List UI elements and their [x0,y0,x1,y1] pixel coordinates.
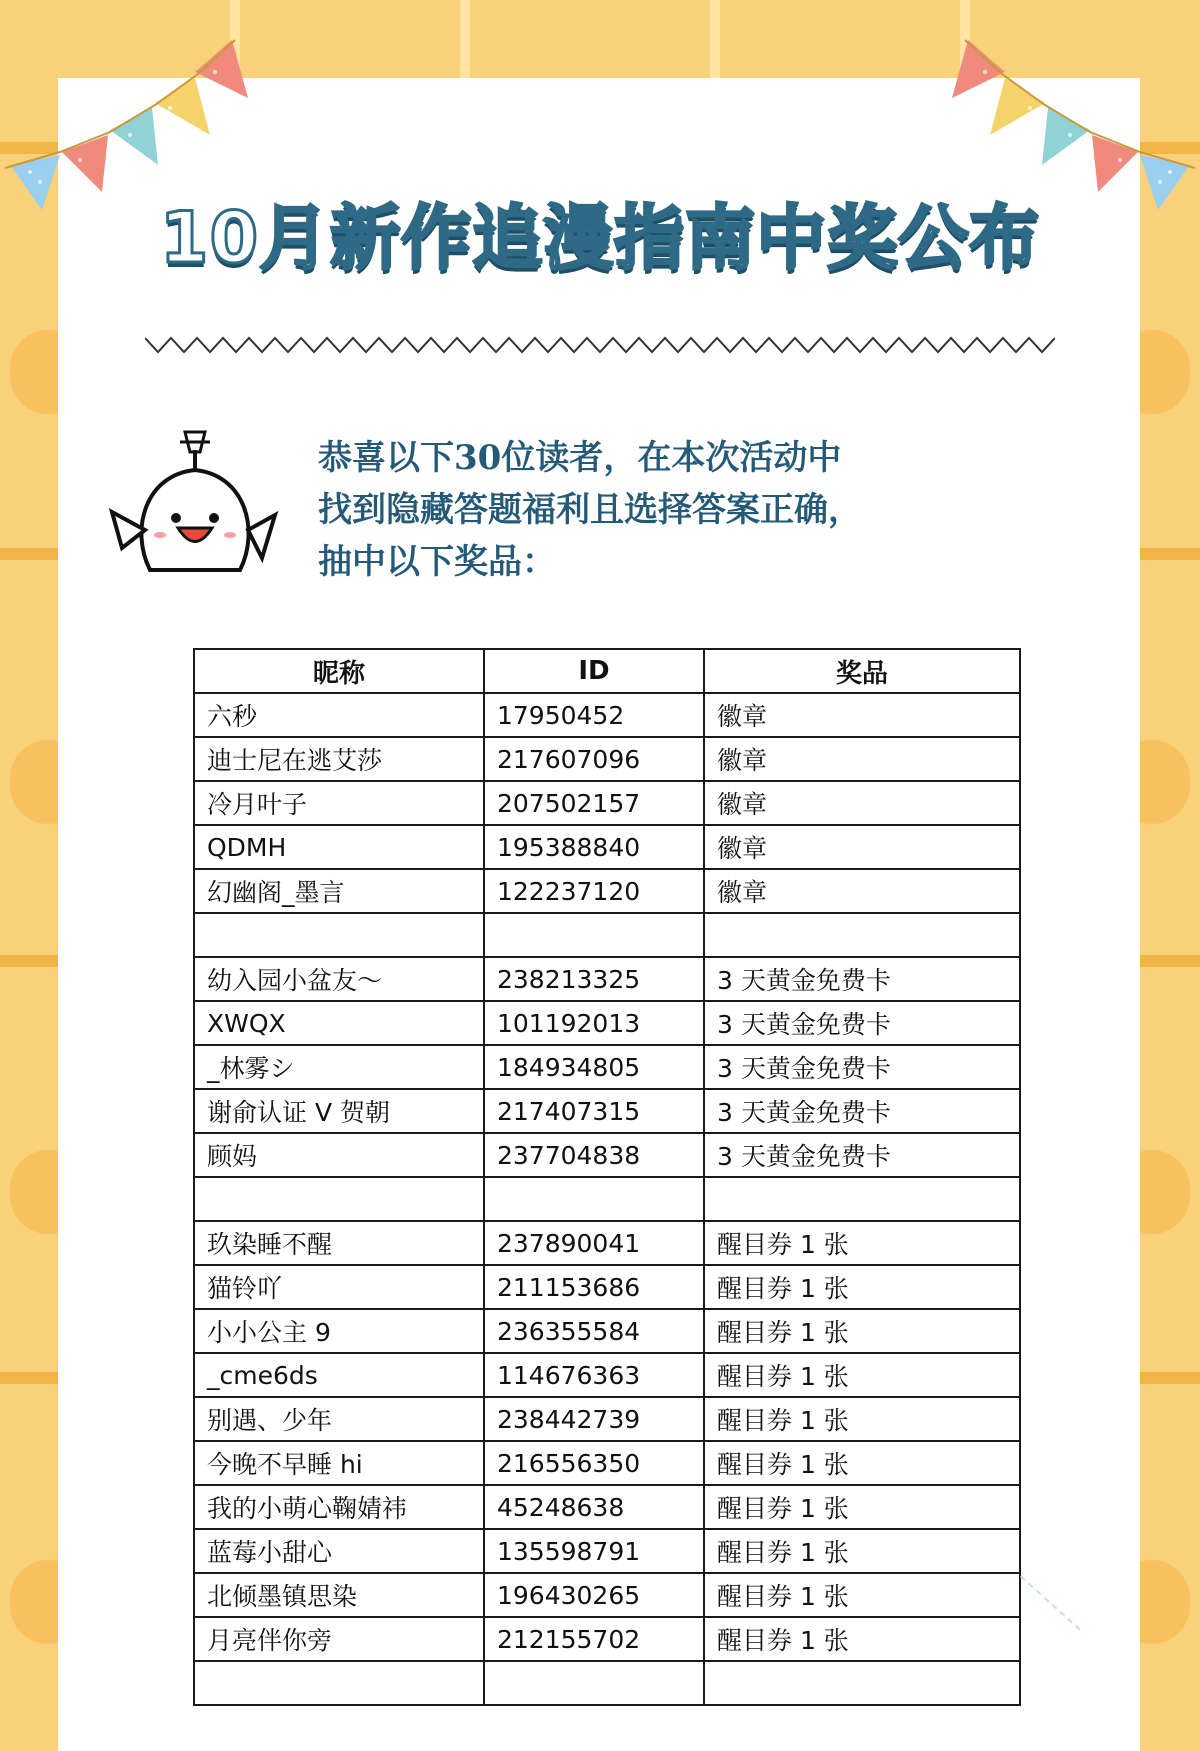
cell-nickname: QDMH [194,825,484,869]
table-header-row [194,649,1020,693]
cell-id: 238442739 [484,1397,704,1441]
winners-table [193,648,1021,1706]
table-row [194,1617,1020,1661]
zigzag-divider [145,330,1055,360]
cell-nickname: 蓝莓小甜心 [194,1529,484,1573]
cell-prize: 3 天黄金免费卡 [704,1045,1020,1089]
cell-nickname: 别遇、少年 [194,1397,484,1441]
cell-prize: 3 天黄金免费卡 [704,957,1020,1001]
cell-id: 237890041 [484,1221,704,1265]
cell-prize: 醒目券 1 张 [704,1529,1020,1573]
cell-nickname: 猫铃吖 [194,1265,484,1309]
cell-nickname: 幼入园小盆友～ [194,957,484,1001]
cell-id: 236355584 [484,1309,704,1353]
cell-nickname: 小小公主 9 [194,1309,484,1353]
cell-id: 207502157 [484,781,704,825]
cell-nickname: 北倾墨镇思染 [194,1573,484,1617]
cell-prize: 醒目券 1 张 [704,1309,1020,1353]
cell-prize: 醒目券 1 张 [704,1265,1020,1309]
cell-id: 17950452 [484,693,704,737]
cell-prize [704,1177,1020,1221]
cell-id: 122237120 [484,869,704,913]
cell-id: 217607096 [484,737,704,781]
intro-line-3: 抽中以下奖品： [318,542,556,582]
cell-nickname: XWQX [194,1001,484,1045]
table-row [194,1573,1020,1617]
cell-id: 237704838 [484,1133,704,1177]
cell-nickname [194,1661,484,1705]
table-row [194,1221,1020,1265]
table-row [194,1441,1020,1485]
intro-line-1: 恭喜以下30位读者，在本次活动中 [318,438,842,478]
cell-id: 135598791 [484,1529,704,1573]
cell-nickname: 顾妈 [194,1133,484,1177]
table-row [194,1661,1020,1705]
cell-nickname: 今晚不早睡 hi [194,1441,484,1485]
cell-id: 114676363 [484,1353,704,1397]
table-row [194,1265,1020,1309]
title-container [0,182,1200,283]
cell-id: 238213325 [484,957,704,1001]
intro-text [318,432,1038,588]
cell-prize: 3 天黄金免费卡 [704,1089,1020,1133]
table-row [194,869,1020,913]
top-stripe [720,0,970,78]
cell-prize: 醒目券 1 张 [704,1397,1020,1441]
cell-id: 216556350 [484,1441,704,1485]
table-row [194,1309,1020,1353]
cell-prize: 徽章 [704,781,1020,825]
table-row [194,957,1020,1001]
cell-id: 101192013 [484,1001,704,1045]
table-row [194,825,1020,869]
cell-prize: 徽章 [704,693,1020,737]
top-stripe [470,0,720,78]
cell-prize [704,1661,1020,1705]
cell-nickname: 谢俞认证 V 贺朝 [194,1089,484,1133]
intro-line-2: 找到隐藏答题福利且选择答案正确， [318,490,862,530]
cell-prize: 3 天黄金免费卡 [704,1001,1020,1045]
cell-id: 184934805 [484,1045,704,1089]
header-id: ID [484,649,704,693]
table-row [194,693,1020,737]
cell-id: 195388840 [484,825,704,869]
cell-id: 211153686 [484,1265,704,1309]
table-row [194,1353,1020,1397]
cell-prize: 醒目券 1 张 [704,1617,1020,1661]
table-row [194,737,1020,781]
table-row [194,1177,1020,1221]
header-prize: 奖品 [704,649,1020,693]
cell-prize: 醒目券 1 张 [704,1221,1020,1265]
cell-prize: 3 天黄金免费卡 [704,1133,1020,1177]
cell-prize [704,913,1020,957]
table-row [194,781,1020,825]
table-row [194,1001,1020,1045]
page-title: 10月新作追漫指南中奖公布 [159,197,1041,279]
cell-id [484,913,704,957]
cell-nickname: 月亮伴你旁 [194,1617,484,1661]
cell-id [484,1661,704,1705]
ghost-mascot-icon [100,420,290,590]
cell-nickname: 我的小萌心鞠婧祎 [194,1485,484,1529]
cell-nickname: 玖染睡不醒 [194,1221,484,1265]
cell-prize: 徽章 [704,869,1020,913]
top-stripe [240,0,470,78]
table-row [194,1133,1020,1177]
cell-nickname [194,1177,484,1221]
cell-nickname: 幻幽阁_墨言 [194,869,484,913]
cell-prize: 醒目券 1 张 [704,1485,1020,1529]
cell-prize: 醒目券 1 张 [704,1353,1020,1397]
cell-id: 45248638 [484,1485,704,1529]
header-nickname: 昵称 [194,649,484,693]
cell-prize: 徽章 [704,825,1020,869]
cell-prize: 徽章 [704,737,1020,781]
cell-nickname: 冷月叶子 [194,781,484,825]
cell-id: 217407315 [484,1089,704,1133]
cell-nickname: _cme6ds [194,1353,484,1397]
table-row [194,1529,1020,1573]
cell-prize: 醒目券 1 张 [704,1441,1020,1485]
cell-nickname: _林雾シ [194,1045,484,1089]
cell-id [484,1177,704,1221]
cell-nickname [194,913,484,957]
cell-nickname: 六秒 [194,693,484,737]
table-row [194,1397,1020,1441]
cell-id: 212155702 [484,1617,704,1661]
cell-nickname: 迪士尼在逃艾莎 [194,737,484,781]
table-row [194,913,1020,957]
cell-id: 196430265 [484,1573,704,1617]
table-row [194,1089,1020,1133]
table-row [194,1485,1020,1529]
cell-prize: 醒目券 1 张 [704,1573,1020,1617]
table-row [194,1045,1020,1089]
